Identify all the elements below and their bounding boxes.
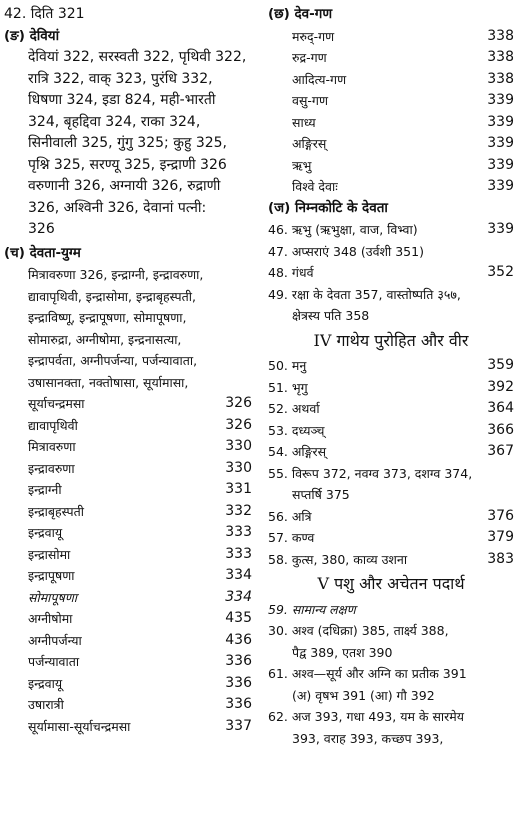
index-label: 53. दध्यञ्च् bbox=[268, 422, 325, 438]
text-line: सिनीवाली 325, गुंगु 325; कुहु 325, bbox=[28, 135, 227, 151]
index-row bbox=[28, 716, 252, 738]
index-row bbox=[268, 441, 514, 463]
page-number: 339 bbox=[487, 156, 514, 173]
entry-61-line1: 61. अश्व—सूर्य और अग्नि का प्रतीक 391 bbox=[268, 666, 467, 681]
index-label: उषारात्री bbox=[28, 697, 64, 712]
page-number: 392 bbox=[487, 378, 514, 395]
section-heading-deity-groups: (छ) देव-गण bbox=[268, 6, 333, 22]
entry-49-line2: क्षेत्रस्य पति 358 bbox=[292, 308, 370, 323]
index-row bbox=[28, 479, 252, 501]
text-line: पृश्नि 325, सरण्यू 325, इन्द्राणी 326 bbox=[28, 156, 227, 173]
index-row bbox=[28, 587, 252, 609]
page-number: 359 bbox=[487, 357, 514, 373]
entry-55-line2: सप्तर्षि 375 bbox=[292, 487, 350, 502]
index-row bbox=[28, 393, 252, 415]
right-column bbox=[268, 4, 514, 749]
text-line: इन्द्राविष्णू, इन्द्रापूषणा, सोमापूषणा, bbox=[28, 310, 187, 325]
index-label: सूर्याचन्द्रमसा bbox=[28, 396, 85, 411]
page-number: 338 bbox=[487, 49, 514, 65]
section-heading-lesser-deities: (ज) निम्नकोटि के देवता bbox=[268, 199, 388, 216]
text-line: उषासानक्ता, नक्तोषासा, सूर्यामासा, bbox=[28, 374, 189, 390]
index-label: 54. अङ्गिरस् bbox=[268, 444, 327, 459]
index-row bbox=[268, 398, 514, 420]
index-label: विश्वे देवाः bbox=[292, 179, 338, 194]
index-label: आदित्य-गण bbox=[292, 71, 347, 87]
index-label: इन्द्राग्नी bbox=[28, 482, 62, 497]
index-label: इन्द्रवायू bbox=[28, 675, 63, 691]
index-row bbox=[28, 673, 252, 695]
text-line: 324, बृहद्दिवा 324, राका 324, bbox=[28, 113, 201, 130]
index-row bbox=[292, 133, 514, 155]
page-number: 379 bbox=[487, 529, 514, 545]
index-row bbox=[268, 377, 514, 399]
text-line: देवियां 322, सरस्वती 322, पृथिवी 322, bbox=[28, 49, 247, 65]
text-line: वरुणानी 326, अग्नायी 326, रुद्राणी bbox=[28, 178, 221, 194]
entry-60-line2: पैद्व 389, एतश 390 bbox=[292, 644, 393, 660]
index-label: द्यावापृथिवी bbox=[28, 417, 78, 433]
index-label: वसु-गण bbox=[292, 93, 328, 108]
index-label: इन्द्रापूषणा bbox=[28, 568, 75, 583]
page-number: 339 bbox=[487, 113, 514, 130]
index-row bbox=[292, 176, 514, 198]
entry-61-line2: (अ) वृषभ 391 (आ) गौ 392 bbox=[292, 687, 435, 703]
index-label: सोमापूषणा bbox=[28, 589, 78, 605]
page-number: 334 bbox=[225, 588, 252, 605]
page-number: 366 bbox=[487, 421, 514, 438]
index-row bbox=[28, 608, 252, 630]
page-number: 331 bbox=[225, 481, 252, 497]
index-label: इन्द्राबृहस्पती bbox=[28, 503, 84, 519]
index-row bbox=[292, 26, 514, 48]
page-number: 436 bbox=[225, 631, 252, 648]
text-line: सोमारुद्रा, अग्नीषोमा, इन्द्रनासत्या, bbox=[28, 331, 182, 347]
index-label: 58. कुत्स, 380, काव्य उशना bbox=[268, 551, 408, 567]
index-label: इन्द्रासोमा bbox=[28, 546, 71, 562]
page-number: 330 bbox=[225, 459, 252, 476]
index-row bbox=[28, 522, 252, 544]
chapter-heading-iv: IV गाथेय पुरोहित और वीर bbox=[313, 330, 469, 350]
entry-46 bbox=[268, 219, 514, 241]
deity-pairs-list bbox=[4, 393, 252, 737]
entry-55-line1: 55. विरूप 372, नवग्व 373, दशग्व 374, bbox=[268, 465, 473, 481]
index-label: अङ्गिरस् bbox=[292, 136, 327, 151]
text-line: धिषणा 324, इडा 824, मही-भारती bbox=[28, 92, 216, 108]
page-number: 336 bbox=[225, 674, 252, 691]
page-number: 334 bbox=[225, 567, 252, 583]
text-line: 326 bbox=[28, 221, 55, 237]
chapter-heading-v: V पशु और अचेतन पदार्थ bbox=[317, 574, 465, 593]
index-row bbox=[28, 694, 252, 716]
entry-60-line1: 30. अश्व (दधिक्रा) 385, तार्क्ष्य 388, bbox=[268, 623, 449, 638]
index-label: सूर्यामासा-सूर्याचन्द्रमसा bbox=[28, 718, 131, 734]
entry-42: 42. दिति 321 bbox=[4, 6, 85, 22]
index-label: अग्नीषोमा bbox=[28, 611, 73, 626]
entry-47: 47. अप्सराएं 348 (उर्वशी 351) bbox=[268, 243, 424, 259]
section-heading-goddesses: (ङ) देवियां bbox=[4, 27, 60, 44]
page-number: 337 bbox=[225, 717, 252, 734]
section-heading-deity-pairs: (च) देवता-युग्म bbox=[4, 244, 81, 261]
deity-pairs-paragraph bbox=[4, 264, 252, 393]
index-label: अग्नीपर्जन्या bbox=[28, 632, 82, 648]
page-number: 336 bbox=[225, 696, 252, 712]
page-number: 339 bbox=[487, 221, 514, 237]
index-row bbox=[268, 420, 514, 442]
entry-62-line2: 393, वराह 393, कच्छप 393, bbox=[292, 730, 444, 746]
index-label: मित्रावरुणा bbox=[28, 439, 76, 454]
entry-59: 59. सामान्य लक्षण bbox=[268, 601, 356, 617]
page-number: 336 bbox=[225, 653, 252, 669]
index-label: पर्जन्यावाता bbox=[28, 654, 80, 669]
index-label: 48. गंधर्व bbox=[268, 265, 314, 280]
left-column bbox=[4, 4, 252, 737]
page-number: 333 bbox=[225, 524, 252, 540]
index-row bbox=[268, 549, 514, 571]
index-row bbox=[28, 458, 252, 480]
index-row bbox=[28, 544, 252, 566]
page-number: 352 bbox=[487, 264, 514, 280]
deity-groups-list bbox=[268, 26, 514, 198]
page-number: 338 bbox=[487, 70, 514, 87]
index-label: इन्द्रावरुणा bbox=[28, 460, 75, 476]
index-label: 51. भृगु bbox=[268, 379, 308, 395]
index-label: 57. कण्व bbox=[268, 530, 315, 545]
index-label: इन्द्रवायू bbox=[28, 525, 63, 540]
page-number: 333 bbox=[225, 545, 252, 562]
entry-49-line1: 49. रक्षा के देवता 357, वास्तोष्पति ३५७, bbox=[268, 286, 461, 302]
index-row bbox=[292, 90, 514, 112]
page-number: 383 bbox=[487, 550, 514, 567]
index-row bbox=[28, 565, 252, 587]
text-line: इन्द्रापर्वता, अग्नीपर्जन्या, पर्जन्यावाता, bbox=[28, 353, 198, 368]
index-label: रुद्र-गण bbox=[292, 50, 327, 65]
index-row bbox=[292, 69, 514, 91]
index-row bbox=[268, 355, 514, 377]
index-row bbox=[292, 112, 514, 134]
index-row bbox=[28, 415, 252, 437]
text-line: 326, अश्विनी 326, देवानां पत्नी: bbox=[28, 199, 207, 216]
index-row bbox=[28, 501, 252, 523]
page-number: 339 bbox=[487, 92, 514, 108]
page-number: 435 bbox=[225, 610, 252, 626]
index-row bbox=[28, 630, 252, 652]
page-number: 330 bbox=[225, 438, 252, 454]
page-number: 339 bbox=[487, 178, 514, 194]
goddesses-paragraph bbox=[4, 47, 252, 241]
page-number: 367 bbox=[487, 443, 514, 459]
entry-48 bbox=[268, 262, 514, 284]
index-label: 46. ऋभु (ऋभुक्षा, वाज, विभ्वा) bbox=[268, 222, 418, 237]
index-row bbox=[28, 436, 252, 458]
index-label: 50. मनु bbox=[268, 358, 307, 373]
index-row bbox=[268, 527, 514, 549]
page-number: 339 bbox=[487, 135, 514, 151]
page-number: 326 bbox=[225, 395, 252, 411]
page-number: 338 bbox=[487, 27, 514, 44]
index-label: 56. अत्रि bbox=[268, 508, 312, 524]
index-row bbox=[292, 47, 514, 69]
index-label: साध्य bbox=[292, 114, 316, 130]
index-label: मरुद्-गण bbox=[292, 28, 335, 44]
page-number: 364 bbox=[487, 400, 514, 416]
text-line: रात्रि 322, वाक् 323, पुरंधि 332, bbox=[28, 70, 213, 87]
text-line: मित्रावरुणा 326, इन्द्राग्नी, इन्द्रावरुणा, bbox=[28, 267, 204, 282]
index-label: ऋभु bbox=[292, 157, 312, 173]
entry-62-line1: 62. अज 393, गधा 493, यम के सारमेय bbox=[268, 709, 464, 724]
index-row bbox=[292, 155, 514, 177]
page-number: 376 bbox=[487, 507, 514, 524]
index-label: 52. अथर्वा bbox=[268, 401, 320, 416]
text-line: द्यावापृथिवी, इन्द्रासोमा, इन्द्राबृहस्पती, bbox=[28, 288, 196, 304]
index-row bbox=[28, 651, 252, 673]
page-number: 326 bbox=[225, 416, 252, 433]
index-row bbox=[268, 506, 514, 528]
page-number: 332 bbox=[225, 502, 252, 519]
